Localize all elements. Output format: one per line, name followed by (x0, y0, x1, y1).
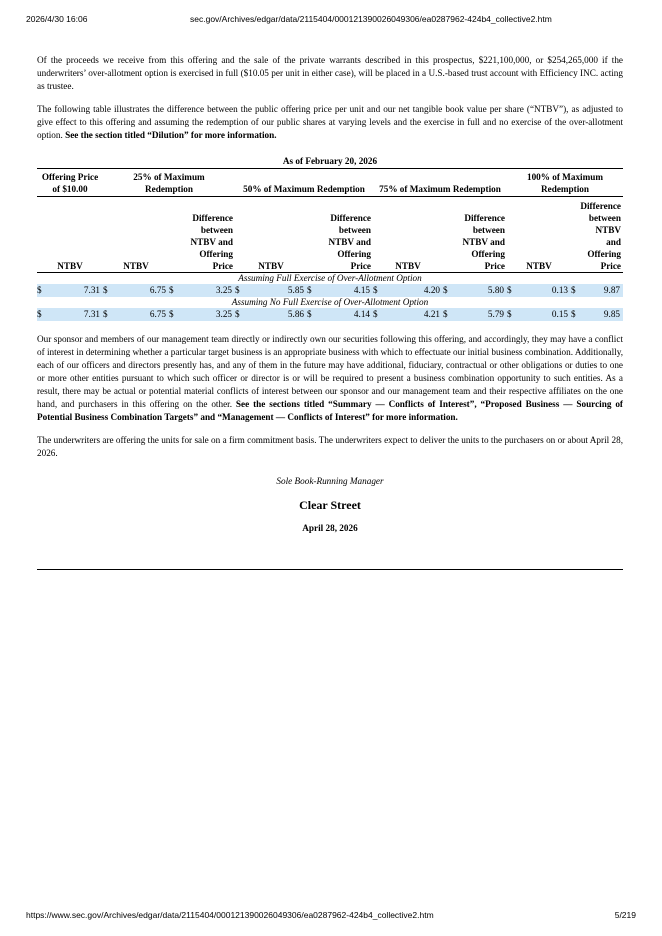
conflicts-reference: See the sections titled “Summary — Conflicts of Interest”, “Proposed Business — Sourcing of Potential Business Combination Targets” and “Management — Conflicts of Interest” for more information. (37, 399, 623, 423)
col-diff-75: Difference between NTBV and Offering Price (443, 196, 507, 272)
note-full-exercise: Assuming Full Exercise of Over-Allotment Option (238, 272, 422, 283)
prospectus-date: April 28, 2026 (302, 523, 358, 534)
cell: $ 4.20 (373, 284, 443, 297)
dilution-reference: See the section titled “Dilution” for more information. (65, 130, 277, 141)
cell: $ 3.25 (169, 284, 235, 297)
paragraph-proceeds: Of the proceeds we receive from this offering and the sale of the private warrants described in this prospectus, $221,100,000, or $254,265,000 if the underwriters’ over-allotment option is exercised in full ($10.05 per unit in either case), will be placed in a U.S.-based trust account with Efficiency INC. acting as trustee. (37, 55, 623, 92)
cell: $ 6.75 (103, 284, 169, 297)
col-ntbv-25: NTBV (103, 196, 169, 272)
paragraph-conflicts (37, 333, 623, 425)
cell: $ 4.21 (373, 308, 443, 321)
paragraph-ntbv-intro (37, 103, 623, 142)
cell: $ 5.79 (443, 308, 507, 321)
browser-footer (26, 910, 636, 920)
cell: $ 9.87 (571, 284, 623, 297)
cell: $ 5.86 (235, 308, 307, 321)
paragraph-conflicts-text: Our sponsor and members of our management team directly or indirectly own our securities following this offering, and accordingly, they may have a conflict of interest in determining whether a particular target business is an appropriate business with which to effectuate our initial business combination. Additionally, each of our officers and directors presently has, and any of them in the future may have additional, fiduciary, contractual or other obligations or duties to one or more other entities pursuant to which such officer or director is or will be required to present a business combination opportunity to such entities. As a result, there may be actual or potential material conflicts of interest between our sponsor and our management team and their respective affiliates on the one hand, and purchasers in this offering on the other. (37, 333, 623, 410)
cell: $ 7.31 (37, 308, 103, 321)
group-header-25: 25% of Maximum Redemption (103, 168, 235, 196)
table-row-no-exercise (37, 308, 623, 321)
cell: $ 4.14 (307, 308, 373, 321)
cell: $ 0.15 (507, 308, 571, 321)
offering-price-header: Offering Price of $10.00 (37, 168, 103, 196)
col-ntbv-50: NTBV (235, 196, 307, 272)
print-url: sec.gov/Archives/edgar/data/2115404/000121390026049306/ea0287962-424b4_collective2.htm (190, 14, 552, 24)
cell: $ 7.31 (37, 284, 103, 297)
table-row-full-exercise (37, 284, 623, 297)
cell: $ 6.75 (103, 308, 169, 321)
cell: $ 4.15 (307, 284, 373, 297)
paragraph-ntbv-text: The following table illustrates the difference between the public offering price per unit and our net tangible book value per share (“NTBV”), as adjusted to give effect to this offering and assuming the redemption of our public shares at varying levels and the exercise in full and no exercise of the over-allotment option. (37, 104, 623, 141)
underwriter-name: Clear Street (299, 498, 361, 513)
note-no-exercise: Assuming No Full Exercise of Over-Allotment Option (231, 296, 429, 307)
col-ntbv-100: NTBV (507, 196, 571, 272)
paragraph-underwriters: The underwriters are offering the units for sale on a firm commitment basis. The underwriters expect to deliver the units to the purchasers on or about April 28, 2026. (37, 435, 623, 459)
page-number: 5/219 (614, 910, 636, 920)
col-diff-50: Difference between NTBV and Offering Price (307, 196, 373, 272)
cell: $ 5.80 (443, 284, 507, 297)
group-header-100: 100% of Maximum Redemption (507, 168, 623, 196)
col-ntbv-offering: NTBV (37, 196, 103, 272)
col-diff-100: Difference between NTBV and Offering Price (571, 196, 623, 272)
cell: $ 3.25 (169, 308, 235, 321)
table-caption: As of February 20, 2026 (37, 155, 623, 169)
ntbv-table (37, 155, 623, 321)
col-diff-25: Difference between NTBV and Offering Price (169, 196, 235, 272)
document-body (37, 54, 623, 533)
cell: $ 5.85 (235, 284, 307, 297)
group-header-75: 75% of Maximum Redemption (373, 168, 507, 196)
col-ntbv-75: NTBV (373, 196, 443, 272)
cell: $ 0.13 (507, 284, 571, 297)
manager-role: Sole Book-Running Manager (276, 476, 384, 487)
divider (37, 569, 623, 570)
group-header-50: 50% of Maximum Redemption (235, 168, 373, 196)
cell: $ 9.85 (571, 308, 623, 321)
print-datetime: 2026/4/30 16:06 (26, 14, 88, 24)
footer-url: https://www.sec.gov/Archives/edgar/data/2115404/000121390026049306/ea0287962-424b4_collective2.htm (26, 910, 434, 920)
